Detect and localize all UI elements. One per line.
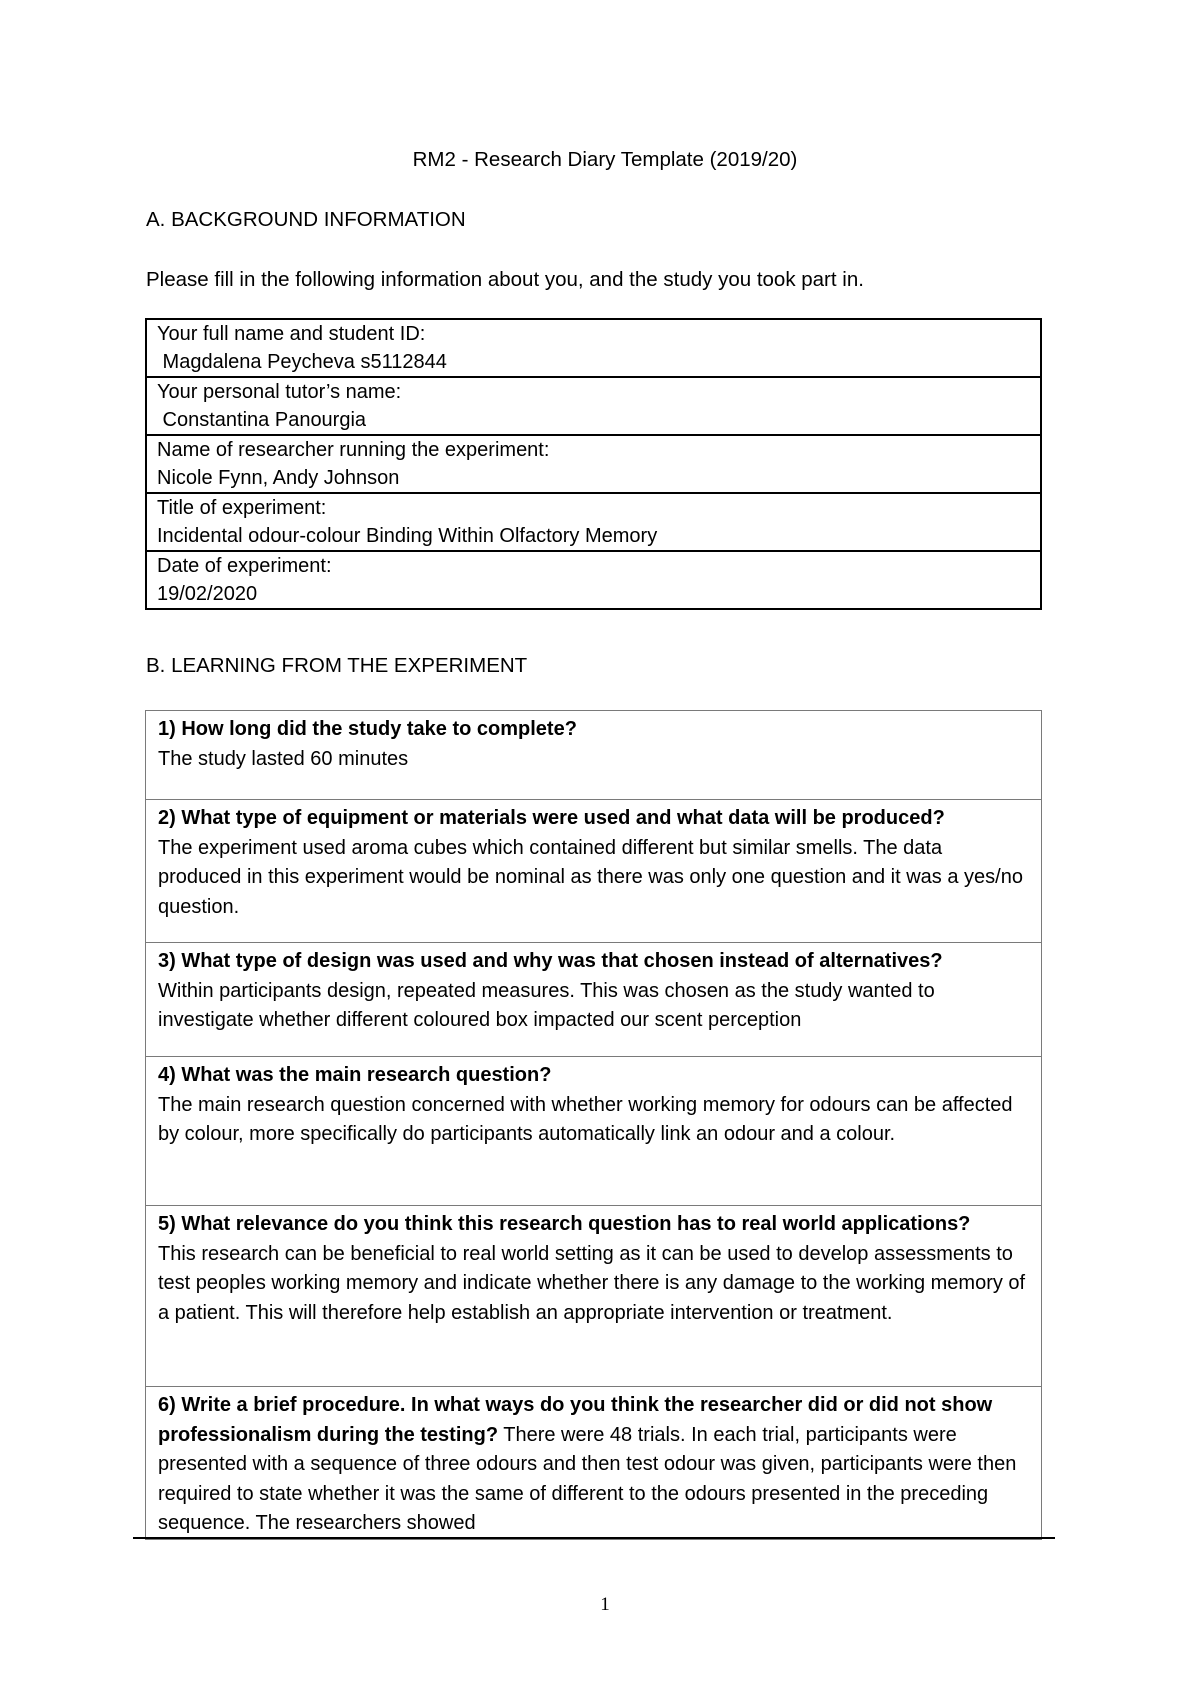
background-cell bbox=[146, 377, 1041, 435]
background-row bbox=[146, 377, 1041, 435]
background-cell bbox=[146, 319, 1041, 377]
field-label: Title of experiment: bbox=[157, 497, 327, 519]
answer-text: The main research question concerned with whether working memory for odours can be affected by colour, more specifically do participants automatically link an odour and a colour. bbox=[158, 1093, 1013, 1145]
question-row bbox=[146, 1206, 1042, 1387]
question-row bbox=[146, 711, 1042, 800]
question-text: 5) What relevance do you think this research question has to real world applications? bbox=[158, 1213, 971, 1235]
question-cell bbox=[146, 800, 1042, 943]
question-text: 2) What type of equipment or materials were used and what data will be produced? bbox=[158, 807, 945, 829]
background-row bbox=[146, 319, 1041, 377]
question-cell bbox=[146, 1387, 1042, 1540]
background-cell bbox=[146, 493, 1041, 551]
background-row bbox=[146, 493, 1041, 551]
question-text: 4) What was the main research question? bbox=[158, 1064, 552, 1086]
question-row bbox=[146, 943, 1042, 1057]
answer-text: Within participants design, repeated measures. This was chosen as the study wanted to investigate whether different coloured box impacted our scent perception bbox=[158, 979, 935, 1031]
intro-text: Please fill in the following information about you, and the study you took part in. bbox=[146, 268, 864, 291]
answer-text: The experiment used aroma cubes which contained different but similar smells. The data produced in this experiment would be nominal as there was only one question and it was a yes/no question. bbox=[158, 836, 1023, 918]
document-title: RM2 - Research Diary Template (2019/20) bbox=[412, 148, 798, 171]
field-value: Nicole Fynn, Andy Johnson bbox=[157, 467, 400, 489]
question-row bbox=[146, 1387, 1042, 1540]
page-number: 1 bbox=[600, 1594, 610, 1615]
learning-table bbox=[145, 710, 1042, 1540]
question-text: 1) How long did the study take to complete? bbox=[158, 718, 577, 740]
question-row bbox=[146, 1057, 1042, 1206]
background-cell bbox=[146, 435, 1041, 493]
background-row bbox=[146, 551, 1041, 609]
answer-text: There were 48 trials. In each trial, participants were presented with a sequence of three odours and then test odour was given, participants were then required to state whether it was the same of different to the odours presented in the preceding sequence. The researchers showed bbox=[158, 1423, 1022, 1534]
question-row bbox=[146, 800, 1042, 943]
field-label: Name of researcher running the experiment: bbox=[157, 439, 550, 461]
footer-divider bbox=[133, 1537, 1055, 1539]
question-cell bbox=[146, 1206, 1042, 1387]
section-b-heading: B. LEARNING FROM THE EXPERIMENT bbox=[146, 654, 528, 677]
question-cell bbox=[146, 1057, 1042, 1206]
field-value: 19/02/2020 bbox=[157, 583, 258, 605]
background-info-table bbox=[145, 318, 1042, 610]
field-label: Your full name and student ID: bbox=[157, 323, 426, 345]
field-value: Constantina Panourgia bbox=[157, 409, 367, 431]
question-cell bbox=[146, 711, 1042, 800]
answer-text: This research can be beneficial to real world setting as it can be used to develop assessments to test peoples working memory and indicate whether there is any damage to the working memory of a patient. This will therefore help establish an appropriate intervention or treatment. bbox=[158, 1242, 1026, 1324]
background-cell bbox=[146, 551, 1041, 609]
field-label: Date of experiment: bbox=[157, 555, 332, 577]
answer-text: The study lasted 60 minutes bbox=[158, 747, 409, 770]
section-a-heading: A. BACKGROUND INFORMATION bbox=[146, 208, 466, 231]
background-row bbox=[146, 435, 1041, 493]
question-cell bbox=[146, 943, 1042, 1057]
field-label: Your personal tutor’s name: bbox=[157, 381, 402, 403]
field-value: Magdalena Peycheva s5112844 bbox=[157, 351, 447, 373]
question-text: 6) Write a brief procedure. In what ways do you think the researcher did or did not show professionalism during the testing? bbox=[158, 1394, 993, 1446]
question-text: 3) What type of design was used and why was that chosen instead of alternatives? bbox=[158, 950, 943, 972]
field-value: Incidental odour-colour Binding Within Olfactory Memory bbox=[157, 525, 658, 547]
